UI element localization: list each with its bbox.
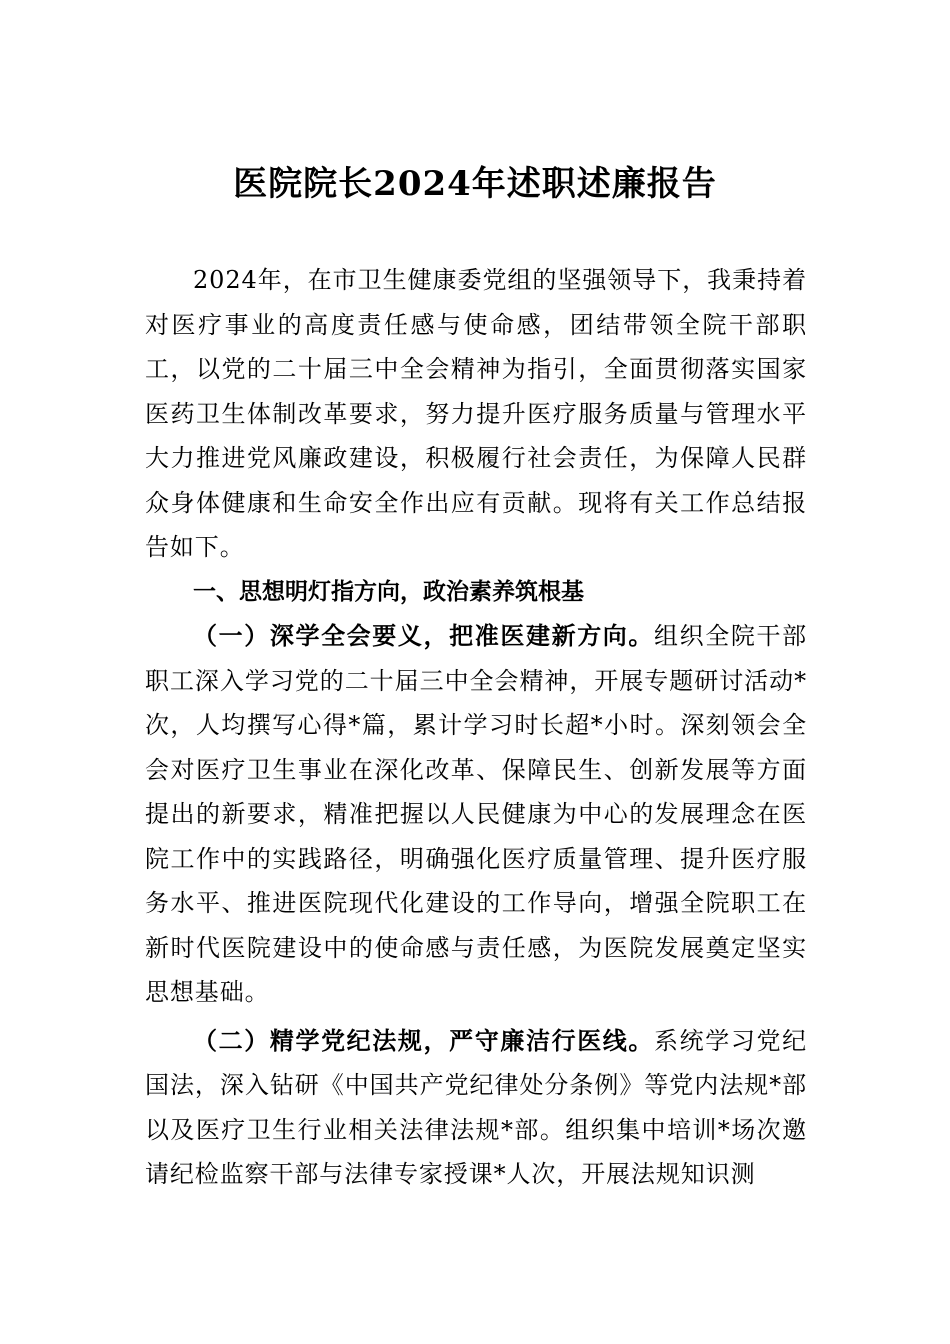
item-2-lead: （二）精学党纪法规，严守廉洁行医线。 <box>193 1025 655 1055</box>
document-body <box>145 258 807 1197</box>
document-title: 医院院长2024年述职述廉报告 <box>233 164 717 204</box>
section-1-item-2 <box>145 1019 807 1197</box>
item-2-text: 系统学习党纪国法，深入钻研《中国共产党纪律处分条例》等党内法规*部以及医疗卫生行业相关法律法规*部。组织集中培训*场次邀请纪检监察干部与法律专家授课*人次，开展法规知识测 <box>145 1026 807 1188</box>
item-1-text: 组织全院干部职工深入学习党的二十届三中全会精神，开展专题研讨活动*次，人均撰写心得*篇，累计学习时长超*小时。深刻领会全会对医疗卫生事业在深化改革、保障民生、创新发展等方面提出的新要求，精准把握以人民健康为中心的发展理念在医院工作中的实践路径，明确强化医疗质量管理、提升医疗服务水平、推进医院现代化建设的工作导向，增强全院职工在新时代医院建设中的使命感与责任感，为医院发展奠定坚实思想基础。 <box>145 622 807 1006</box>
intro-paragraph: 2024年，在市卫生健康委党组的坚强领导下，我秉持着对医疗事业的高度责任感与使命感，团结带领全院干部职工，以党的二十届三中全会精神为指引，全面贯彻落实国家医药卫生体制改革要求，努力提升医疗服务质量与管理水平大力推进党风廉政建设，积极履行社会责任，为保障人民群众身体健康和生命安全作出应有贡献。现将有关工作总结报告如下。 <box>145 266 807 561</box>
section-1-item-1 <box>145 614 807 1015</box>
item-1-lead: （一）深学全会要义，把准医建新方向。 <box>193 621 655 650</box>
section-1-heading: 一、思想明灯指方向，政治素养筑根基 <box>193 578 584 605</box>
